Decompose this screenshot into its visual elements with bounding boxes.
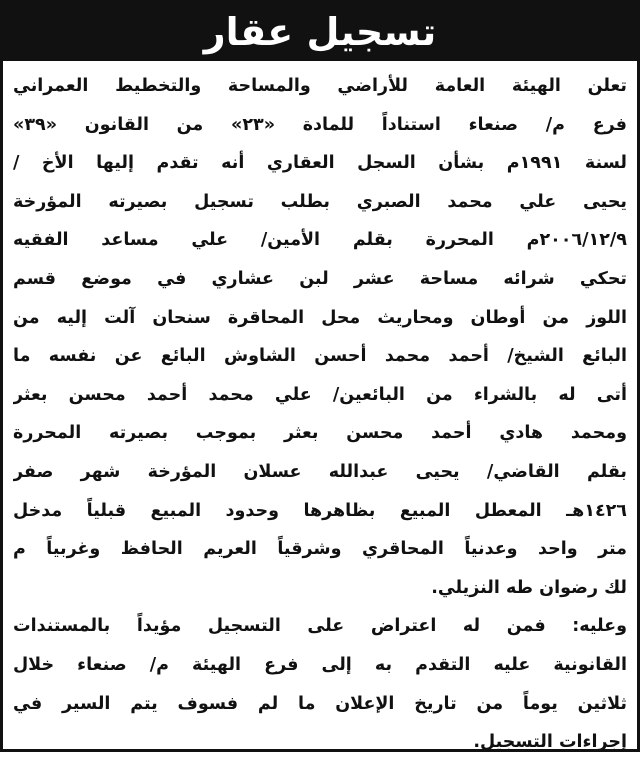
notice-line: البائع الشيخ/ أحمد محمد أحسن الشاوش البائع عن نفسه ما bbox=[13, 346, 627, 367]
notice-line: ثلاثين يوماً من تاريخ الإعلان ما لم فسوف يتم السير في bbox=[13, 693, 627, 714]
notice-line: وعليه: فمن له اعتراض على التسجيل مؤيداً بالمستندات bbox=[13, 616, 627, 637]
notice-line: اللوز من أوطان ومحاريث محل المحاقرة سنحان آلت إليه من bbox=[13, 307, 627, 328]
notice-line: إجراءات التسجيل. bbox=[473, 732, 627, 753]
notice-line: يحيى علي محمد الصبري بطلب تسجيل بصيرته المؤرخة bbox=[13, 191, 627, 212]
notice-title-bar bbox=[3, 3, 637, 61]
notice-line: تحكي شرائه مساحة عشر لبن عشاري في موضع قسم bbox=[13, 268, 627, 289]
notice-line: فرع م/ صنعاء استناداً للمادة «٢٣» من القانون «٣٩» bbox=[13, 114, 627, 135]
notice-line: لك رضوان طه النزيلي. bbox=[431, 577, 627, 598]
notice-line: ٢٠٠٦/١٢/٩م المحررة بقلم الأمين/ علي مساعد الفقيه bbox=[13, 230, 627, 251]
notice-line: لسنة ١٩٩١م بشأن السجل العقاري أنه تقدم إليها الأخ / bbox=[13, 153, 627, 174]
notice-line: ١٤٢٦هـ المعطل المبيع بظاهرها وحدود المبيع قبلياً مدخل bbox=[13, 500, 627, 521]
notice-line: متر واحد وعدنياً المحاقري وشرقياً العريم الحافظ وغربياً م bbox=[13, 539, 627, 560]
notice-title: تسجيل عقار bbox=[203, 10, 437, 54]
notice-line: أتى له بالشراء من البائعين/ علي محمد أحمد محسن بعثر bbox=[13, 384, 627, 405]
notice-line: ومحمد هادي أحمد محسن بعثر بموجب بصيرته المحررة bbox=[13, 423, 627, 444]
notice-line: تعلن الهيئة العامة للأراضي والمساحة والتخطيط العمراني bbox=[13, 76, 627, 96]
notice-body bbox=[13, 67, 627, 762]
notice-line: القانونية عليه التقدم به إلى فرع الهيئة م/ صنعاء خلال bbox=[13, 654, 627, 675]
notice-line: بقلم القاضي/ يحيى عبدالله عسلان المؤرخة شهر صفر bbox=[13, 461, 627, 482]
